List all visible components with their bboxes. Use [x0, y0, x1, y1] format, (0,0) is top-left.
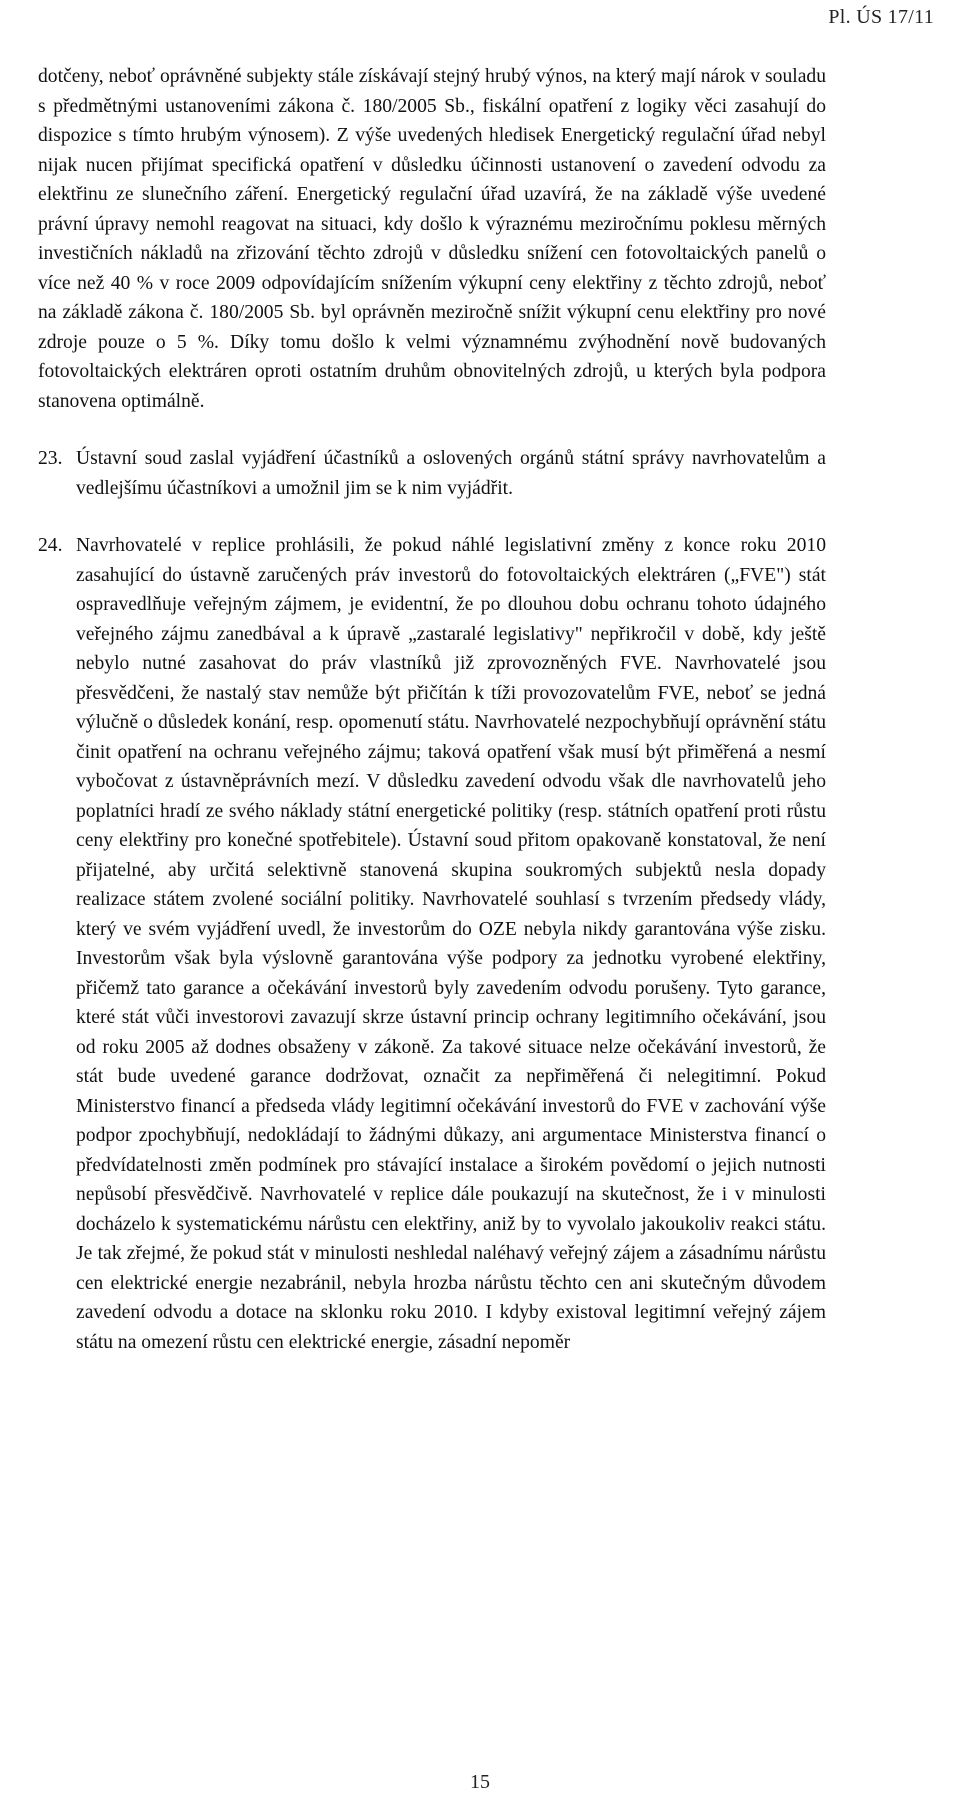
- paragraph-24: [38, 531, 826, 1357]
- case-reference: Pl. ÚS 17/11: [828, 6, 934, 28]
- continuation-paragraph: dotčeny, neboť oprávněné subjekty stále získávají stejný hrubý výnos, na který mají nárok v souladu s předmětnými ustanoveními zákona č. 180/2005 Sb., fiskální opatření z logiky věci zasahují do dispozice s tímto hrubým výnosem). Z výše uvedených hledisek Energetický regulační úřad nebyl nijak nucen přijímat specifická opatření v důsledku účinnosti ustanovení o zavedení odvodu za elektřinu ze slunečního záření. Energetický regulační úřad uzavírá, že na základě výše uvedené právní úpravy nemohl reagovat na situaci, kdy došlo k výraznému meziročnímu poklesu měrných investičních nákladů na zřizování těchto zdrojů v důsledku snížení cen fotovoltaických panelů o více než 40 % v roce 2009 odpovídajícím snížením výkupní ceny elektřiny z těchto zdrojů, neboť na základě zákona č. 180/2005 Sb. byl oprávněn meziročně snížit výkupní cenu elektřiny pro nové zdroje pouze o 5 %. Díky tomu došlo k velmi významnému zvýhodnění nově budovaných fotovoltaických elektráren oproti ostatním druhům obnovitelných zdrojů, u kterých byla podpora stanovena optimálně.: [38, 66, 826, 412]
- paragraph-text: Navrhovatelé v replice prohlásili, že pokud náhlé legislativní změny z konce roku 2010 zasahující do ústavně zaručených práv investorů do fotovoltaických elektráren („FVE") stát ospravedlňuje veřejným zájmem, je evidentní, že po dlouhou dobu ochranu tohoto údajného veřejného zájmu zanedbával a k úpravě „zastaralé legislativy" nepřikročil v době, kdy ještě nebylo nutné zasahovat do práv vlastníků již zprovozněných FVE. Navrhovatelé jsou přesvědčeni, že nastalý stav nemůže být přičítán k tíži provozovatelům FVE, neboť se jedná výlučně o důsledek konání, resp. opomenutí státu. Navrhovatelé nezpochybňují oprávnění státu činit opatření na ochranu veřejného zájmu; taková opatření však musí být přiměřená a nesmí vybočovat z ústavněprávních mezí. V důsledku zavedení odvodu však dle navrhovatelů jeho poplatníci hradí ze svého náklady státní energetické politiky (resp. státních opatření proti růstu ceny elektřiny pro konečné spotřebitele). Ústavní soud přitom opakovaně konstatoval, že není přijatelné, aby určitá selektivně stanovená skupina soukromých subjektů nesla dopady realizace státem zvolené sociální politiky. Navrhovatelé souhlasí s tvrzením předsedy vlády, který ve svém vyjádření uvedl, že investorům do OZE nebyla nikdy garantována výše zisku. Investorům však byla výslovně garantována výše podpory za jednotku vyrobené elektřiny, přičemž tato garance a očekávání investorů byly zavedením odvodu porušeny. Tyto garance, které stát vůči investorovi zavazují skrze ústavní princip ochrany legitimního očekávání, jsou od roku 2005 až dodnes obsaženy v zákoně. Za takové situace nelze očekávání investorů, že stát bude uvedené garance dodržovat, označit za nepřiměřená či nelegitimní. Pokud Ministerstvo financí a předseda vlády legitimní očekávání investorů do FVE v zachování výše podpor zpochybňují, nedokládají to žádnými důkazy, ani argumentace Ministerstva financí o předvídatelnosti změn podmínek pro stávající instalace a širokém povědomí o jejich nutnosti nepůsobí přesvědčivě. Navrhovatelé v replice dále poukazují na skutečnost, že i v minulosti docházelo k systematickému nárůstu cen elektřiny, aniž by to vyvolalo jakoukoliv reakci státu. Je tak zřejmé, že pokud stát v minulosti neshledal naléhavý veřejný zájem a zásadnímu nárůstu cen elektrické energie nezabránil, nebyla hrozba nárůstu těchto cen ani skutečným důvodem zavedení odvodu a dotace na sklonku roku 2010. I kdyby existoval legitimní veřejný zájem státu na omezení růstu cen elektrické energie, zásadní nepoměr: [76, 535, 826, 1353]
- paragraph-text: Ústavní soud zaslal vyjádření účastníků a oslovených orgánů státní správy navrhovatelům a vedlejšímu účastníkovi a umožnil jim se k nim vyjádřit.: [76, 448, 826, 499]
- document-body: [38, 62, 826, 1385]
- paragraph-23: [38, 444, 826, 503]
- paragraph-number: 24.: [38, 535, 63, 556]
- paragraph-number: 23.: [38, 448, 63, 469]
- page-number: 15: [470, 1771, 490, 1793]
